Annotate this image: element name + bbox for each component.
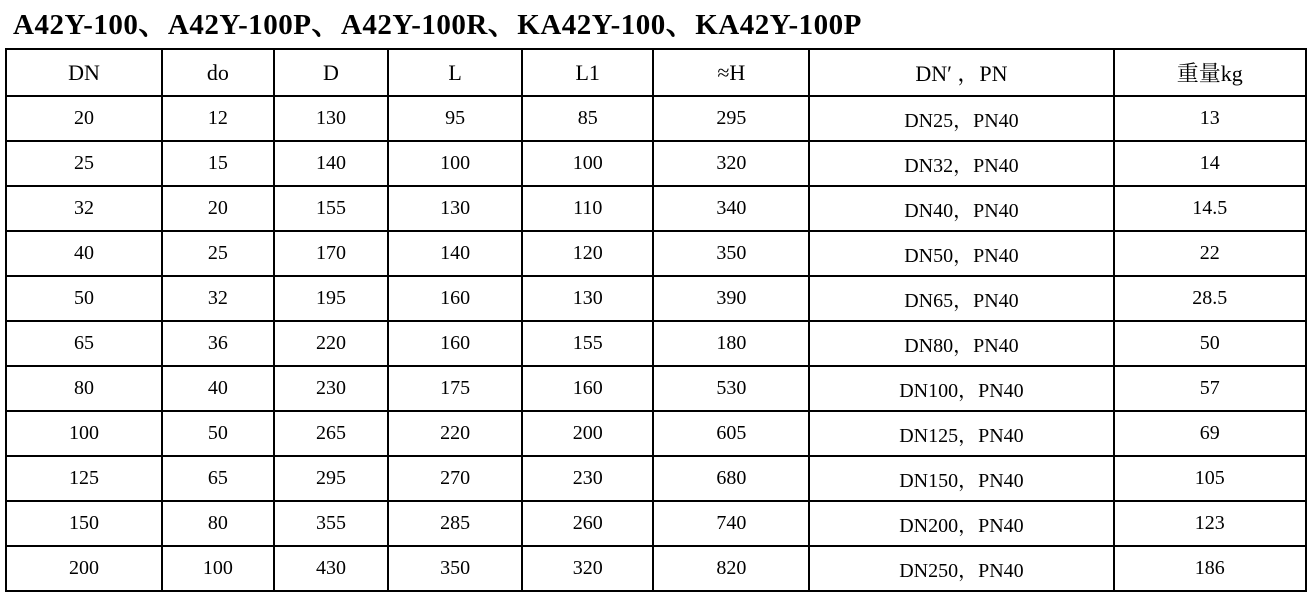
table-cell: 230 [522, 456, 653, 501]
table-cell: 175 [388, 366, 522, 411]
table-cell: 220 [388, 411, 522, 456]
table-cell: 100 [522, 141, 653, 186]
table-cell: 130 [388, 186, 522, 231]
table-cell: 320 [653, 141, 809, 186]
table-cell: 85 [522, 96, 653, 141]
table-cell: 285 [388, 501, 522, 546]
table-cell: 40 [162, 366, 274, 411]
table-row [6, 501, 1306, 546]
table-cell: 65 [162, 456, 274, 501]
table-cell: 100 [388, 141, 522, 186]
table-cell: 430 [274, 546, 388, 591]
table-cell: 530 [653, 366, 809, 411]
table-cell: 200 [522, 411, 653, 456]
table-body [6, 96, 1306, 591]
table-cell: DN100，PN40 [809, 366, 1113, 411]
table-row [6, 276, 1306, 321]
table-cell: 13 [1114, 96, 1306, 141]
table-cell: 80 [6, 366, 162, 411]
table-row [6, 96, 1306, 141]
table-cell: 295 [274, 456, 388, 501]
table-cell: 50 [6, 276, 162, 321]
table-cell: 110 [522, 186, 653, 231]
table-cell: 170 [274, 231, 388, 276]
table-row [6, 366, 1306, 411]
table-cell: 125 [6, 456, 162, 501]
table-cell: 270 [388, 456, 522, 501]
table-cell: 20 [6, 96, 162, 141]
table-cell: 295 [653, 96, 809, 141]
column-header-do: do [162, 49, 274, 96]
table-cell: DN200，PN40 [809, 501, 1113, 546]
table-cell: 160 [388, 276, 522, 321]
table-cell: 15 [162, 141, 274, 186]
table-cell: 140 [388, 231, 522, 276]
table-header [6, 49, 1306, 96]
table-row [6, 231, 1306, 276]
column-header-dn: DN [6, 49, 162, 96]
table-cell: 22 [1114, 231, 1306, 276]
table-cell: 105 [1114, 456, 1306, 501]
table-cell: 740 [653, 501, 809, 546]
column-header-l1: L1 [522, 49, 653, 96]
valve-spec-table [5, 48, 1307, 592]
table-cell: 140 [274, 141, 388, 186]
table-cell: DN25，PN40 [809, 96, 1113, 141]
table-row [6, 141, 1306, 186]
table-cell: 350 [388, 546, 522, 591]
table-cell: 186 [1114, 546, 1306, 591]
table-cell: 200 [6, 546, 162, 591]
table-cell: 680 [653, 456, 809, 501]
column-header-dn-pn: DN′ ，PN [809, 49, 1113, 96]
table-cell: 180 [653, 321, 809, 366]
table-cell: 65 [6, 321, 162, 366]
table-cell: DN125，PN40 [809, 411, 1113, 456]
table-cell: 230 [274, 366, 388, 411]
table-cell: DN50，PN40 [809, 231, 1113, 276]
table-cell: 155 [274, 186, 388, 231]
table-cell: 20 [162, 186, 274, 231]
column-header-h: ≈H [653, 49, 809, 96]
table-cell: 28.5 [1114, 276, 1306, 321]
table-cell: 605 [653, 411, 809, 456]
table-cell: 355 [274, 501, 388, 546]
table-cell: DN250，PN40 [809, 546, 1113, 591]
table-cell: 100 [162, 546, 274, 591]
table-row [6, 456, 1306, 501]
table-cell: 12 [162, 96, 274, 141]
table-cell: 120 [522, 231, 653, 276]
table-cell: 95 [388, 96, 522, 141]
table-cell: 150 [6, 501, 162, 546]
table-cell: 820 [653, 546, 809, 591]
page-title: A42Y-100、A42Y-100P、A42Y-100R、KA42Y-100、KA42Y-100P [13, 9, 862, 41]
column-header-d: D [274, 49, 388, 96]
table-cell: 80 [162, 501, 274, 546]
table-cell: 220 [274, 321, 388, 366]
column-header-l: L [388, 49, 522, 96]
table-cell: 160 [522, 366, 653, 411]
table-cell: 25 [6, 141, 162, 186]
table-cell: 160 [388, 321, 522, 366]
table-row [6, 546, 1306, 591]
table-cell: 40 [6, 231, 162, 276]
table-header-row [6, 49, 1306, 96]
column-header-weight: 重量kg [1114, 49, 1306, 96]
table-cell: 130 [274, 96, 388, 141]
table-cell: DN150，PN40 [809, 456, 1113, 501]
table-cell: 36 [162, 321, 274, 366]
table-cell: 32 [162, 276, 274, 321]
table-row [6, 321, 1306, 366]
table-cell: 390 [653, 276, 809, 321]
table-cell: DN65，PN40 [809, 276, 1113, 321]
table-cell: 340 [653, 186, 809, 231]
table-row [6, 411, 1306, 456]
table-cell: 100 [6, 411, 162, 456]
table-cell: 14.5 [1114, 186, 1306, 231]
table-cell: 260 [522, 501, 653, 546]
table-cell: 320 [522, 546, 653, 591]
table-cell: 195 [274, 276, 388, 321]
table-cell: 350 [653, 231, 809, 276]
table-cell: 25 [162, 231, 274, 276]
table-cell: DN80，PN40 [809, 321, 1113, 366]
table-cell: 265 [274, 411, 388, 456]
table-cell: 50 [162, 411, 274, 456]
table-cell: 69 [1114, 411, 1306, 456]
table-cell: 57 [1114, 366, 1306, 411]
table-cell: 123 [1114, 501, 1306, 546]
table-cell: 130 [522, 276, 653, 321]
table-cell: 50 [1114, 321, 1306, 366]
table-cell: 14 [1114, 141, 1306, 186]
table-cell: DN32，PN40 [809, 141, 1113, 186]
table-cell: 32 [6, 186, 162, 231]
table-cell: 155 [522, 321, 653, 366]
table-row [6, 186, 1306, 231]
table-cell: DN40，PN40 [809, 186, 1113, 231]
